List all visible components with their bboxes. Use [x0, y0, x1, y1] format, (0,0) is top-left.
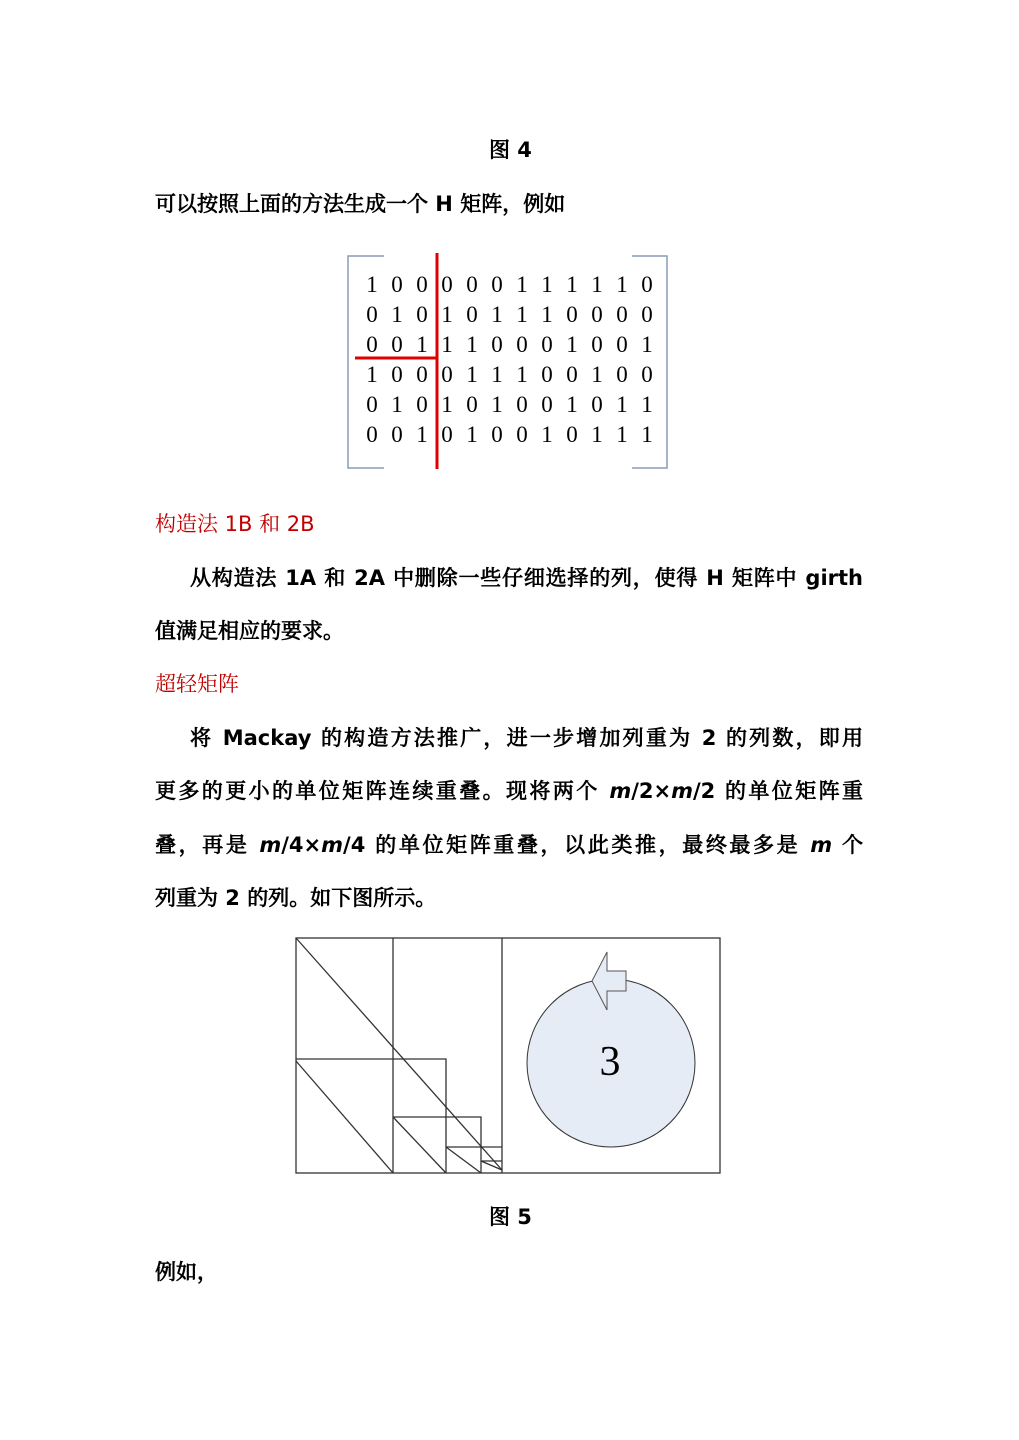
matrix-cell: 1	[641, 392, 653, 417]
matrix-cell: 1	[641, 332, 653, 357]
matrix-cell: 0	[366, 302, 378, 327]
matrix-cell: 0	[391, 362, 403, 387]
text: /4×	[281, 833, 322, 857]
matrix-cell: 0	[466, 272, 478, 297]
matrix-cell: 1	[416, 422, 428, 447]
matrix-cell: 0	[541, 362, 553, 387]
matrix-cell: 0	[491, 272, 503, 297]
matrix-cell: 1	[641, 422, 653, 447]
matrix-cell: 1	[466, 362, 478, 387]
text: /2 的单位矩阵重	[693, 779, 863, 803]
matrix-cell: 1	[441, 332, 453, 357]
matrix-cell: 0	[641, 362, 653, 387]
matrix-cell: 0	[566, 422, 578, 447]
matrix-cell: 1	[616, 422, 628, 447]
matrix-cell: 0	[491, 332, 503, 357]
matrix-cell: 1	[491, 362, 503, 387]
circle-label: 3	[599, 1039, 621, 1085]
matrix-cell: 0	[566, 362, 578, 387]
matrix-cell: 1	[591, 272, 603, 297]
section-heading-1b-2b: 构造法 1B 和 2B	[155, 512, 315, 536]
matrix-cell: 1	[491, 392, 503, 417]
matrix-cell: 1	[616, 392, 628, 417]
var-m: m	[259, 833, 282, 857]
diagonal	[393, 1117, 446, 1173]
paragraph-line: 从构造法 1A 和 2A 中删除一些仔细选择的列，使得 H 矩阵中 girth	[190, 566, 863, 590]
matrix-cell: 1	[541, 422, 553, 447]
block-line	[393, 1117, 481, 1173]
matrix-cell: 0	[516, 392, 528, 417]
figure-5-caption: 图 5	[489, 1205, 532, 1229]
matrix-cell: 1	[416, 332, 428, 357]
matrix-cell: 0	[641, 302, 653, 327]
block-line	[393, 1059, 446, 1173]
matrix-cell: 0	[591, 332, 603, 357]
matrix-cell: 0	[591, 302, 603, 327]
matrix-cell: 0	[541, 332, 553, 357]
figure-4-caption: 图 4	[489, 138, 532, 162]
var-m: m	[321, 833, 344, 857]
paragraph-line: 列重为 2 的列。如下图所示。	[155, 886, 437, 910]
matrix-cell: 1	[566, 392, 578, 417]
matrix-cell: 1	[466, 422, 478, 447]
paragraph-line: 将 Mackay 的构造方法推广，进一步增加列重为 2 的列数，即用	[190, 726, 863, 750]
main-diagonal	[296, 938, 502, 1170]
text: 叠，再是	[155, 833, 260, 857]
matrix-cell: 0	[366, 392, 378, 417]
matrix-cell: 1	[391, 302, 403, 327]
matrix-cell: 1	[616, 272, 628, 297]
text: 更多的更小的单位矩阵连续重叠。现将两个	[155, 779, 610, 803]
matrix-cell: 1	[516, 302, 528, 327]
matrix-cell: 0	[441, 362, 453, 387]
matrix-cell: 1	[541, 272, 553, 297]
var-m: m	[609, 779, 632, 803]
matrix-cell: 1	[366, 362, 378, 387]
matrix-cell: 1	[566, 272, 578, 297]
matrix-cell: 0	[416, 392, 428, 417]
matrix-cell: 0	[466, 302, 478, 327]
matrix-cell: 0	[591, 392, 603, 417]
matrix-cell: 0	[441, 422, 453, 447]
diagonal	[296, 1061, 393, 1173]
matrix-cell: 1	[541, 302, 553, 327]
matrix-cell: 0	[541, 392, 553, 417]
paragraph-line: 值满足相应的要求。	[155, 619, 344, 643]
matrix-cell: 1	[566, 332, 578, 357]
matrix-cell: 0	[616, 362, 628, 387]
matrix-cell: 1	[366, 272, 378, 297]
var-m: m	[810, 833, 833, 857]
matrix-cell: 0	[616, 332, 628, 357]
text: /2×	[631, 779, 672, 803]
matrix-cell: 0	[641, 272, 653, 297]
matrix-cell: 1	[591, 362, 603, 387]
matrix-cell: 0	[416, 302, 428, 327]
matrix-cell: 1	[491, 302, 503, 327]
section-heading-ultralight: 超轻矩阵	[155, 672, 239, 696]
var-m: m	[671, 779, 693, 803]
intro-text: 可以按照上面的方法生成一个 H 矩阵，例如	[155, 192, 566, 216]
matrix-cell: 1	[391, 392, 403, 417]
matrix-cell: 1	[441, 392, 453, 417]
matrix-cell: 0	[366, 422, 378, 447]
diagonal	[446, 1147, 481, 1173]
matrix-cell: 1	[516, 362, 528, 387]
matrix-cell: 0	[416, 362, 428, 387]
matrix-cell: 1	[516, 272, 528, 297]
matrix-cell: 1	[466, 332, 478, 357]
matrix-cell: 0	[391, 422, 403, 447]
matrix-cell: 0	[416, 272, 428, 297]
matrix-cell: 0	[366, 332, 378, 357]
matrix-cell: 0	[441, 272, 453, 297]
example-text: 例如，	[155, 1260, 218, 1284]
matrix-cell: 1	[591, 422, 603, 447]
matrix-cell: 0	[491, 422, 503, 447]
matrix-cell: 0	[391, 332, 403, 357]
matrix-cell: 0	[516, 422, 528, 447]
text: 个	[832, 833, 864, 857]
matrix-cell: 0	[516, 332, 528, 357]
matrix-cell: 0	[616, 302, 628, 327]
matrix-cell: 0	[391, 272, 403, 297]
matrix-cell: 1	[441, 302, 453, 327]
matrix-cell: 0	[466, 392, 478, 417]
text: /4 的单位矩阵重叠，以此类推，最终最多是	[343, 833, 811, 857]
matrix-cell: 0	[566, 302, 578, 327]
